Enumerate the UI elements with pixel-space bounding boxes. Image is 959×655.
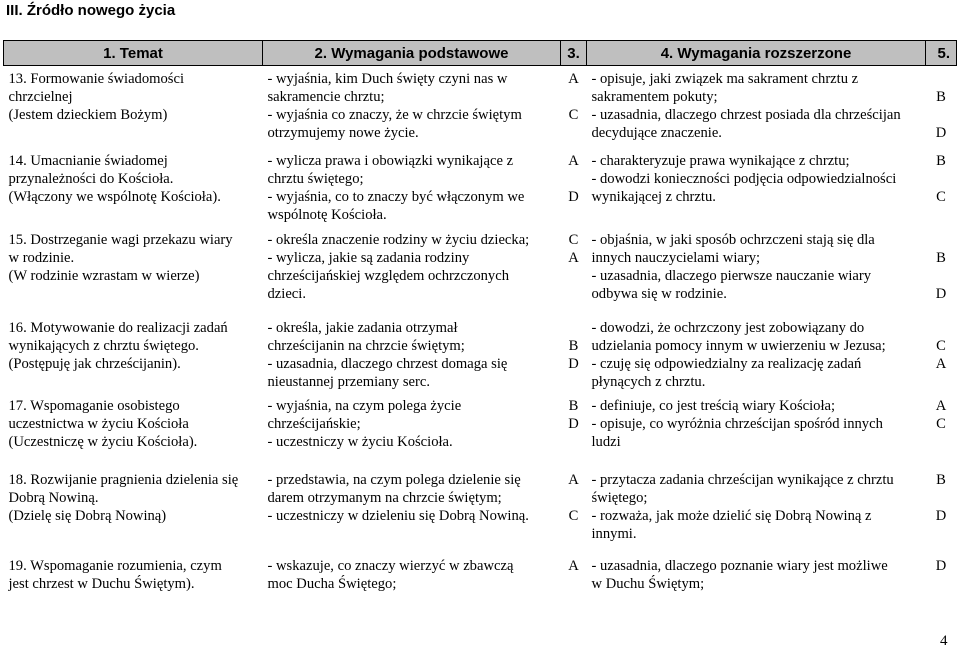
header-row [4, 41, 957, 66]
topic-cell [4, 227, 263, 315]
text-line: wynikającej z chrztu. [591, 188, 716, 205]
text-line: innych nauczycielami wiary; [591, 249, 761, 266]
text-line: w Duchu Świętym; [591, 575, 705, 592]
extended-requirements-cell [587, 227, 926, 315]
text-line: (Dzielę się Dobrą Nowiną) [8, 507, 167, 524]
text-line: jest chrzest w Duchu Świętym). [8, 575, 195, 592]
text-line: - czuję się odpowiedzialny za realizację zadań [591, 355, 862, 372]
text-line: Dobrą Nowiną. [8, 489, 99, 506]
topic-cell [4, 467, 263, 553]
level-letter: A [568, 249, 579, 266]
text-line: - opisuje, jaki związek ma sakrament chrztu z [591, 71, 859, 87]
text-line: chrześcijańskie; [267, 415, 361, 432]
level-letter: B [936, 89, 946, 105]
level-letter: A [935, 355, 947, 372]
page-number: 4 [940, 633, 948, 649]
level-3-cell [561, 66, 587, 148]
text-line: 18. Rozwijanie pragnienia dzielenia się [8, 471, 239, 488]
text-line: (Włączony we wspólnotę Kościoła). [8, 188, 221, 205]
text-line: - wylicza prawa i obowiązki wynikające z [267, 152, 514, 169]
text-line: - objaśnia, w jaki sposób ochrzczeni stają się dla [591, 231, 875, 248]
extended-requirements-cell [587, 315, 926, 393]
level-letter: D [935, 285, 947, 302]
text-line: moc Ducha Świętego; [267, 575, 397, 592]
text-line: nieustannej przemiany serc. [267, 373, 430, 390]
table-row [4, 467, 957, 553]
level-letter: C [568, 107, 579, 123]
topic-cell [4, 393, 263, 467]
text-line: 14. Umacnianie świadomej [8, 152, 168, 169]
header-level-5: 5. [926, 41, 957, 66]
level-5-cell [926, 315, 957, 393]
table-row [4, 315, 957, 393]
basic-requirements-cell [263, 393, 561, 467]
level-letter: A [935, 397, 947, 414]
text-line: udzielania pomocy innym w uwierzeniu w Jezusa; [591, 337, 886, 354]
level-letter: D [935, 125, 947, 141]
level-letter [563, 319, 585, 337]
topic-cell [4, 148, 263, 227]
text-line: - przytacza zadania chrześcijan wynikające z chrztu [591, 471, 894, 488]
level-letter: A [568, 152, 579, 169]
level-letter: D [935, 507, 947, 524]
text-line: - wskazuje, co znaczy wierzyć w zbawczą [267, 557, 514, 574]
level-letter: D [568, 355, 579, 372]
level-3-cell [561, 227, 587, 315]
text-line: - wyjaśnia co znaczy, że w chrzcie świętym [267, 107, 522, 123]
header-level-3: 3. [561, 41, 587, 66]
level-letter [563, 170, 585, 188]
level-letter: C [568, 507, 579, 524]
level-letter: B [936, 471, 946, 488]
table-row [4, 393, 957, 467]
text-line: 13. Formowanie świadomości [8, 71, 185, 87]
text-line: chrzcielnej [8, 89, 73, 105]
text-line: świętego; [591, 489, 648, 506]
text-line: (Jestem dzieckiem Bożym) [8, 107, 168, 123]
text-line: (Uczestniczę w życiu Kościoła). [8, 433, 198, 450]
text-line: wynikających z chrztu świętego. [8, 337, 199, 354]
topic-cell [4, 553, 263, 615]
level-3-cell [561, 393, 587, 467]
text-line: - opisuje, co wyróżnia chrześcijan spośród innych [591, 415, 883, 432]
text-line: chrztu świętego; [267, 170, 364, 187]
basic-requirements-cell [263, 315, 561, 393]
text-line: przynależności do Kościoła. [8, 170, 174, 187]
text-line: - wyjaśnia, na czym polega życie [267, 397, 462, 414]
text-line: - uzasadnia, dlaczego pierwsze nauczanie wiary [591, 267, 872, 284]
level-letter [928, 70, 955, 88]
level-letter [928, 489, 955, 507]
text-line: - wylicza, jakie są zadania rodziny [267, 249, 470, 266]
text-line: 15. Dostrzeganie wagi przekazu wiary [8, 231, 233, 248]
text-line: innymi. [591, 525, 637, 542]
basic-requirements-cell [263, 66, 561, 148]
text-line: - rozważa, jak może dzielić się Dobrą Nowiną z [591, 507, 872, 524]
basic-requirements-cell [263, 467, 561, 553]
level-5-cell [926, 66, 957, 148]
level-3-cell [561, 467, 587, 553]
text-line: decydujące znaczenie. [591, 125, 722, 141]
text-line: uczestnictwa w życiu Kościoła [8, 415, 189, 432]
text-line: darem otrzymanym na chrzcie świętym; [267, 489, 502, 506]
basic-requirements-cell [263, 148, 561, 227]
level-5-cell [926, 467, 957, 553]
text-line: - uczestniczy w życiu Kościoła. [267, 433, 453, 450]
level-letter: D [568, 415, 579, 432]
text-line: - dowodzi konieczności podjęcia odpowiedzialności [591, 170, 897, 187]
text-line: 17. Wspomaganie osobistego [8, 397, 180, 414]
level-letter: A [568, 71, 579, 87]
text-line: - wyjaśnia, co to znaczy być włączonym we [267, 188, 525, 205]
text-line: (W rodzinie wzrastam w wierze) [8, 267, 200, 284]
level-letter: B [936, 249, 946, 266]
level-letter: C [936, 337, 946, 354]
level-letter: A [568, 471, 579, 488]
level-3-cell [561, 553, 587, 615]
text-line: dzieci. [267, 285, 306, 302]
basic-requirements-cell [263, 553, 561, 615]
text-line: wspólnotę Kościoła. [267, 206, 387, 223]
text-line: chrześcijańskiej względem ochrzczonych [267, 267, 509, 284]
text-line: - charakteryzuje prawa wynikające z chrztu; [591, 152, 850, 169]
extended-requirements-cell [587, 553, 926, 615]
text-line: otrzymujemy nowe życie. [267, 125, 419, 141]
table-row [4, 66, 957, 148]
header-extended-requirements: 4. Wymagania rozszerzone [587, 41, 926, 66]
text-line: płynących z chrztu. [591, 373, 706, 390]
level-letter: A [568, 557, 579, 574]
extended-requirements-cell [587, 148, 926, 227]
level-letter: B [568, 337, 579, 354]
text-line: - uzasadnia, dlaczego chrzest domaga się [267, 355, 508, 372]
level-letter: C [936, 188, 946, 205]
text-line: - przedstawia, na czym polega dzielenie się [267, 471, 521, 488]
level-letter [928, 170, 955, 188]
section-title: III. Źródło nowego życia [6, 2, 176, 19]
level-letter [928, 267, 955, 285]
text-line: odbywa się w rodzinie. [591, 285, 727, 302]
text-line: sakramentem pokuty; [591, 89, 718, 105]
header-basic-requirements: 2. Wymagania podstawowe [263, 41, 561, 66]
text-line: - dowodzi, że ochrzczony jest zobowiązany do [591, 319, 865, 336]
level-5-cell [926, 393, 957, 467]
text-line: chrześcijanin na chrzcie świętym; [267, 337, 465, 354]
topic-cell [4, 66, 263, 148]
text-line: - uczestniczy w dzieleniu się Dobrą Nowiną. [267, 507, 529, 524]
text-line: - wyjaśnia, kim Duch święty czyni nas w [267, 71, 508, 87]
table-row [4, 148, 957, 227]
text-line: sakramencie chrztu; [267, 89, 385, 105]
text-line: ludzi [591, 433, 621, 450]
basic-requirements-cell [263, 227, 561, 315]
level-5-cell [926, 227, 957, 315]
level-letter [563, 489, 585, 507]
level-letter: B [936, 152, 946, 169]
topic-cell [4, 315, 263, 393]
text-line: 16. Motywowanie do realizacji zadań [8, 319, 228, 336]
level-letter: D [568, 188, 579, 205]
level-letter [928, 319, 955, 337]
text-line: - definiuje, co jest treścią wiary Kościoła; [591, 397, 836, 414]
requirements-table [3, 40, 957, 615]
extended-requirements-cell [587, 467, 926, 553]
text-line: - określa znaczenie rodziny w życiu dziecka; [267, 231, 530, 248]
extended-requirements-cell [587, 66, 926, 148]
level-letter: D [935, 557, 947, 574]
level-letter: C [568, 231, 579, 248]
text-line: (Postępuję jak chrześcijanin). [8, 355, 181, 372]
level-letter: B [568, 397, 579, 414]
extended-requirements-cell [587, 393, 926, 467]
text-line: - uzasadnia, dlaczego poznanie wiary jest możliwe [591, 557, 888, 574]
text-line: - określa, jakie zadania otrzymał [267, 319, 458, 336]
level-5-cell [926, 148, 957, 227]
level-letter [928, 106, 955, 124]
level-letter: C [936, 415, 946, 432]
table-row [4, 227, 957, 315]
level-letter [928, 231, 955, 249]
level-3-cell [561, 148, 587, 227]
text-line: 19. Wspomaganie rozumienia, czym [8, 557, 222, 574]
text-line: w rodzinie. [8, 249, 75, 266]
level-letter [563, 88, 585, 106]
level-3-cell [561, 315, 587, 393]
table-row [4, 553, 957, 615]
text-line: - uzasadnia, dlaczego chrzest posiada dla chrześcijan [591, 107, 901, 123]
level-5-cell [926, 553, 957, 615]
header-topic: 1. Temat [4, 41, 263, 66]
